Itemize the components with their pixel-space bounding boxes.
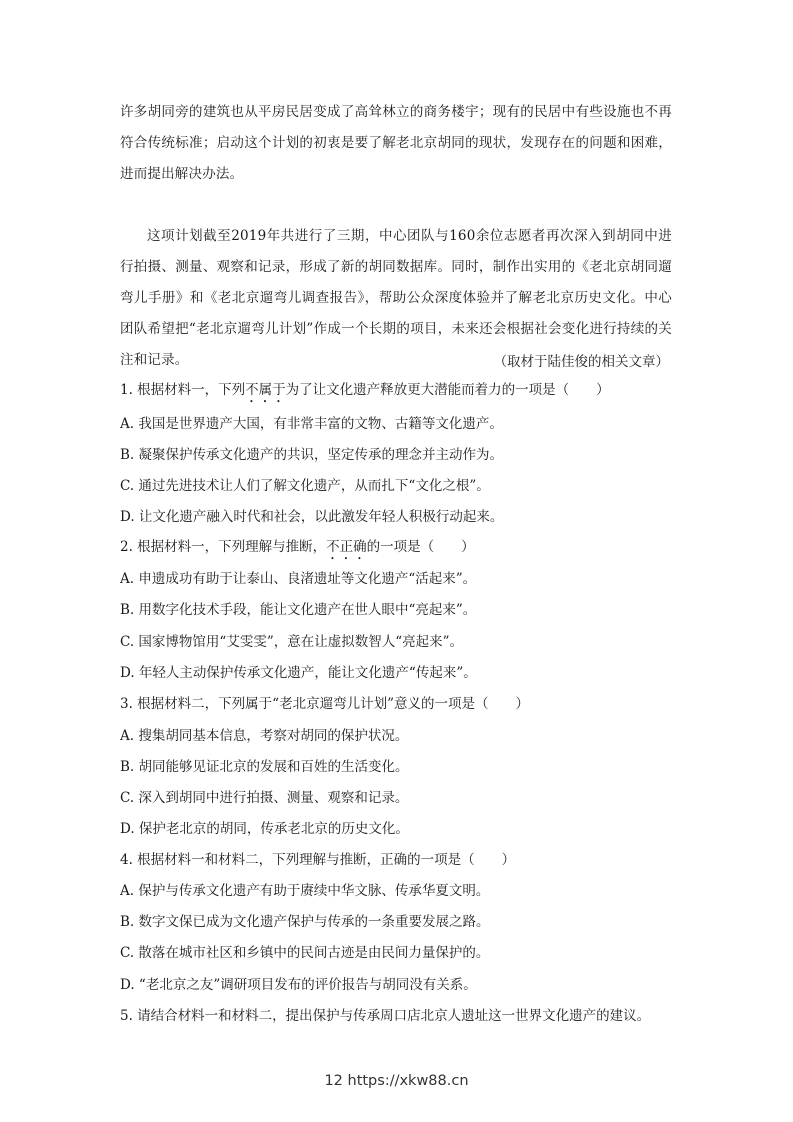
question-4-option-c: C. 散落在城市社区和乡镇中的民间古迹是由民间力量保护的。 xyxy=(120,945,490,961)
question-2-option-c: C. 国家博物馆用“艾雯雯”，意在让虚拟数智人“亮起来”。 xyxy=(120,634,464,650)
question-4-option-a: A. 保护与传承文化遗产有助于赓续中华文脉、传承华夏文明。 xyxy=(120,883,490,899)
question-4-stem: 4. 根据材料一和材料二，下列理解与推断，正确的一项是（ ） xyxy=(120,852,516,868)
question-3-option-b: B. 胡同能够见证北京的发展和百姓的生活变化。 xyxy=(120,759,409,775)
question-4-option-d: D. “老北京之友”调研项目发布的评价报告与胡同没有关系。 xyxy=(120,977,477,993)
question-3-option-d: D. 保护老北京的胡同，传承老北京的历史文化。 xyxy=(120,821,409,837)
question-3-option-c: C. 深入到胡同中进行拍摄、测量、观察和记录。 xyxy=(120,790,409,806)
question-3-stem: 3. 根据材料二，下列属于“老北京遛弯儿计划”意义的一项是（ ） xyxy=(120,696,529,712)
question-1-option-a: A. 我国是世界遗产大国，有非常丰富的文物、古籍等文化遗产。 xyxy=(120,416,503,432)
page-footer xyxy=(0,1073,793,1089)
question-1-emphasis: 不属于 xyxy=(245,382,286,398)
question-1-stem: 1. 根据材料一，下列不属于为了让文化遗产释放更大潜能而着力的一项是（ ） xyxy=(120,382,610,398)
question-2-option-a: A. 申遗成功有助于让泰山、良渚遗址等文化遗产“活起来”。 xyxy=(120,571,477,587)
question-4-option-b: B. 数字文保已成为文化遗产保护与传承的一条重要发展之路。 xyxy=(120,914,490,930)
footer-url: https://xkw88.cn xyxy=(347,1073,469,1089)
question-2-option-d: D. 年轻人主动保护传承文化遗产，能让文化遗产“传起来”。 xyxy=(120,665,477,681)
question-1-option-c: C. 通过先进技术让人们了解文化遗产，从而扎下“文化之根”。 xyxy=(120,478,490,494)
page-number: 12 xyxy=(324,1073,343,1089)
question-2-stem: 2. 根据材料一，下列理解与推断，不正确的一项是（ ） xyxy=(120,539,475,555)
question-2-emphasis: 不正确 xyxy=(326,539,367,555)
question-3-option-a: A. 搜集胡同基本信息，考察对胡同的保护状况。 xyxy=(120,728,409,744)
question-1-option-d: D. 让文化遗产融入时代和社会，以此激发年轻人积极行动起来。 xyxy=(120,509,504,525)
question-2-option-b: B. 用数字化技术手段，能让文化遗产在世人眼中“亮起来”。 xyxy=(120,602,477,618)
passage-source: （取材于陆佳俊的相关文章） xyxy=(493,354,669,370)
question-5-stem: 5. 请结合材料一和材料二，提出保护与传承周口店北京人遗址这一世界文化遗产的建议。 xyxy=(120,1008,651,1024)
passage-paragraph-1: 许多胡同旁的建筑也从平房民居变成了高耸林立的商务楼宇；现有的民居中有些设施也不再符合传统标准；启动这个计划的初衷是要了解老北京胡同的现状，发现存在的问题和困难，进而提出解决办法。 xyxy=(120,104,672,182)
question-1-option-b: B. 凝聚保护传承文化遗产的共识，坚定传承的理念并主动作为。 xyxy=(120,447,504,463)
passage-paragraph-2: 这项计划截至2019年共进行了三期，中心团队与160余位志愿者再次深入到胡同中进行拍摄、测量、观察和记录，形成了新的胡同数据库。同时，制作出实用的《老北京胡同遛弯儿手册》和《老北京遛弯儿调查报告》，帮助公众深度体验并了解老北京历史文化。中心团队希望把“老北京遛弯儿计划”作成一个长期的项目，未来还会根据社会变化进行持续的关注和记录。 xyxy=(120,228,672,368)
